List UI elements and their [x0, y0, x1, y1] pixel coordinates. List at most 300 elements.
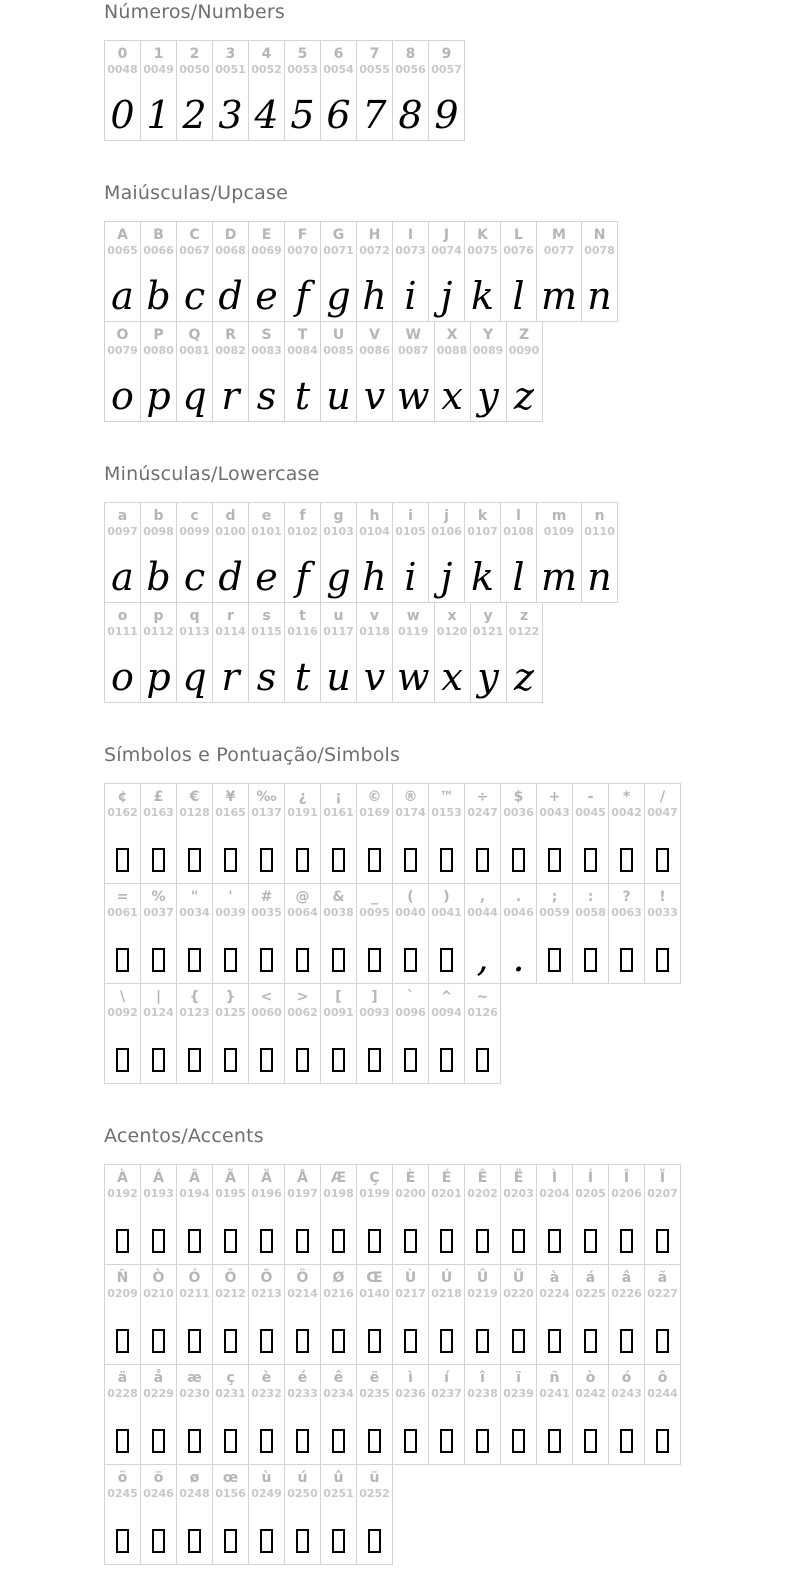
- glyph-preview: v: [363, 655, 386, 699]
- glyph-preview: [546, 819, 563, 877]
- character-label: Y: [482, 327, 494, 343]
- character-label: E: [261, 227, 272, 243]
- glyph-cell-0122: [506, 602, 543, 703]
- glyph-cell-0246: [140, 1464, 177, 1565]
- character-decimal-code: 0076: [503, 244, 534, 257]
- notdef-tofu-box-icon: [476, 1048, 489, 1072]
- character-label: u: [333, 608, 344, 624]
- glyph-preview: [618, 1200, 635, 1258]
- notdef-tofu-box-icon: [548, 1429, 561, 1453]
- glyph-cell-0112: [140, 602, 177, 703]
- notdef-tofu-box-icon: [116, 1529, 129, 1553]
- character-decimal-code: 0231: [215, 1387, 246, 1400]
- glyph-cell-0058: [572, 883, 609, 984]
- notdef-tofu-box-icon: [332, 1529, 345, 1553]
- glyph-preview: [402, 1200, 419, 1258]
- character-decimal-code: 0216: [323, 1287, 354, 1300]
- character-decimal-code: 0169: [359, 806, 390, 819]
- notdef-tofu-box-icon: [620, 948, 633, 972]
- character-label: F: [297, 227, 308, 243]
- character-label: p: [153, 608, 164, 624]
- notdef-tofu-box-icon: [224, 1329, 237, 1353]
- glyph-cell-0046: [500, 883, 537, 984]
- character-decimal-code: 0192: [107, 1187, 138, 1200]
- character-label: A: [117, 227, 128, 243]
- glyph-preview: s: [256, 655, 277, 699]
- character-decimal-code: 0088: [436, 344, 468, 357]
- glyph-cell-0250: [284, 1464, 321, 1565]
- character-label: ê: [333, 1370, 344, 1386]
- character-decimal-code: 0047: [647, 806, 678, 819]
- notdef-tofu-box-icon: [116, 948, 129, 972]
- notdef-tofu-box-icon: [404, 948, 417, 972]
- notdef-tofu-box-icon: [332, 1329, 345, 1353]
- glyph-preview: [438, 1400, 455, 1458]
- glyph-cell-0226: [608, 1264, 645, 1365]
- character-label: j: [444, 508, 449, 524]
- character-decimal-code: 0234: [323, 1387, 354, 1400]
- glyph-preview: [402, 819, 419, 877]
- glyph-cell-0100: [212, 502, 249, 603]
- character-decimal-code: 0246: [143, 1487, 174, 1500]
- character-decimal-code: 0205: [575, 1187, 606, 1200]
- character-decimal-code: 0091: [323, 1006, 354, 1019]
- character-label: 1: [153, 46, 164, 62]
- notdef-tofu-box-icon: [620, 1229, 633, 1253]
- character-label: {: [189, 989, 200, 1005]
- glyph-preview: [186, 1019, 203, 1077]
- character-decimal-code: 0228: [107, 1387, 138, 1400]
- glyph-preview: [150, 1200, 167, 1258]
- character-label: ø: [189, 1470, 200, 1486]
- glyph-cell-0232: [248, 1364, 285, 1465]
- glyph-preview: o: [111, 655, 134, 699]
- glyph-cell-0169: [356, 783, 393, 884]
- notdef-tofu-box-icon: [188, 948, 201, 972]
- character-decimal-code: 0206: [611, 1187, 642, 1200]
- character-label: Ë: [513, 1170, 524, 1186]
- character-label: ù: [261, 1470, 272, 1486]
- glyph-preview: [510, 1400, 527, 1458]
- glyph-preview: [438, 819, 455, 877]
- notdef-tofu-box-icon: [260, 1048, 273, 1072]
- glyph-preview: [222, 1400, 239, 1458]
- glyph-preview: [654, 919, 671, 977]
- notdef-tofu-box-icon: [404, 1329, 417, 1353]
- character-label: _: [371, 889, 378, 905]
- glyph-preview: [330, 1500, 347, 1558]
- glyph-cell-0092: [104, 983, 141, 1084]
- glyph-row: [104, 40, 465, 141]
- glyph-cell-0086: [356, 321, 393, 422]
- character-decimal-code: 0089: [472, 344, 504, 357]
- character-label: J: [443, 227, 450, 243]
- character-decimal-code: 0065: [107, 244, 138, 257]
- glyph-cell-0110: [581, 502, 618, 603]
- character-label: (: [407, 889, 414, 905]
- glyph-cell-0065: [104, 221, 141, 322]
- character-decimal-code: 0199: [359, 1187, 390, 1200]
- glyph-cell-0069: [248, 221, 285, 322]
- glyph-cell-0041: [428, 883, 465, 984]
- character-label: ¿: [298, 789, 307, 805]
- glyph-cell-0220: [500, 1264, 537, 1365]
- character-label: R: [225, 327, 236, 343]
- character-decimal-code: 0056: [395, 63, 426, 76]
- glyph-preview: [222, 1200, 239, 1258]
- glyph-cell-0233: [284, 1364, 321, 1465]
- character-label: Ø: [332, 1270, 345, 1286]
- glyph-row: [104, 502, 618, 603]
- notdef-tofu-box-icon: [332, 1429, 345, 1453]
- glyph-preview: c: [183, 274, 206, 318]
- notdef-tofu-box-icon: [620, 848, 633, 872]
- notdef-tofu-box-icon: [476, 1229, 489, 1253]
- character-decimal-code: 0079: [107, 344, 138, 357]
- glyph-cell-0207: [644, 1164, 681, 1265]
- notdef-tofu-box-icon: [332, 1229, 345, 1253]
- character-decimal-code: 0200: [395, 1187, 426, 1200]
- character-decimal-code: 0219: [467, 1287, 498, 1300]
- notdef-tofu-box-icon: [260, 848, 273, 872]
- notdef-tofu-box-icon: [440, 948, 453, 972]
- glyph-preview: 4: [254, 93, 279, 137]
- glyph-preview: .: [512, 936, 525, 980]
- glyph-cell-0037: [140, 883, 177, 984]
- glyph-preview: f: [295, 274, 310, 318]
- glyph-cell-0231: [212, 1364, 249, 1465]
- character-decimal-code: 0225: [575, 1287, 606, 1300]
- character-decimal-code: 0082: [215, 344, 246, 357]
- character-label: T: [297, 327, 308, 343]
- character-decimal-code: 0235: [359, 1387, 390, 1400]
- character-label: È: [405, 1170, 416, 1186]
- glyph-preview: [186, 1500, 203, 1558]
- glyph-preview: [366, 1500, 383, 1558]
- character-decimal-code: 0229: [143, 1387, 174, 1400]
- character-label: Û: [476, 1270, 489, 1286]
- character-decimal-code: 0062: [287, 1006, 318, 1019]
- glyph-preview: [654, 819, 671, 877]
- character-label: m: [551, 508, 567, 524]
- glyph-cell-0161: [320, 783, 357, 884]
- character-label: Ó: [188, 1270, 201, 1286]
- glyph-preview: g: [326, 555, 351, 599]
- glyph-preview: w: [397, 655, 430, 699]
- glyph-preview: [150, 1500, 167, 1558]
- notdef-tofu-box-icon: [116, 1329, 129, 1353]
- character-label: Ê: [477, 1170, 488, 1186]
- character-label: g: [333, 508, 344, 524]
- character-label: å: [153, 1370, 164, 1386]
- glyph-cell-0234: [320, 1364, 357, 1465]
- glyph-cell-0055: [356, 40, 393, 141]
- glyph-cell-0042: [608, 783, 645, 884]
- character-decimal-code: 0066: [143, 244, 174, 257]
- character-label: ä: [117, 1370, 128, 1386]
- character-label: &: [332, 889, 345, 905]
- character-label: D: [224, 227, 237, 243]
- section-title-uppercase: Maiúsculas/Upcase: [104, 182, 289, 204]
- notdef-tofu-box-icon: [224, 1529, 237, 1553]
- character-label: w: [406, 608, 420, 624]
- character-decimal-code: 0120: [436, 625, 468, 638]
- character-label: v: [369, 608, 380, 624]
- character-label: Ô: [224, 1270, 237, 1286]
- character-label: z: [519, 608, 529, 624]
- section-title-numbers: Números/Numbers: [104, 1, 285, 23]
- character-decimal-code: 0044: [467, 906, 498, 919]
- character-label: B: [153, 227, 164, 243]
- character-decimal-code: 0165: [215, 806, 246, 819]
- character-label: é: [297, 1370, 308, 1386]
- character-decimal-code: 0194: [179, 1187, 210, 1200]
- glyph-cell-0128: [176, 783, 213, 884]
- glyph-cell-0196: [248, 1164, 285, 1265]
- glyph-preview: [150, 919, 167, 977]
- glyph-cell-0033: [644, 883, 681, 984]
- glyph-preview: [186, 1200, 203, 1258]
- notdef-tofu-box-icon: [548, 1329, 561, 1353]
- character-decimal-code: 0161: [323, 806, 354, 819]
- glyph-cell-0252: [356, 1464, 393, 1565]
- character-decimal-code: 0042: [611, 806, 642, 819]
- glyph-preview: [654, 1200, 671, 1258]
- glyph-cell-0054: [320, 40, 357, 141]
- glyph-cell-0071: [320, 221, 357, 322]
- character-decimal-code: 0121: [472, 625, 504, 638]
- character-decimal-code: 0108: [503, 525, 534, 538]
- character-label: q: [189, 608, 200, 624]
- character-decimal-code: 0242: [575, 1387, 606, 1400]
- character-label: #: [260, 889, 273, 905]
- notdef-tofu-box-icon: [116, 848, 129, 872]
- glyph-preview: [150, 1019, 167, 1077]
- glyph-preview: [330, 919, 347, 977]
- character-label: î: [480, 1370, 485, 1386]
- notdef-tofu-box-icon: [260, 1429, 273, 1453]
- glyph-preview: w: [397, 374, 430, 418]
- glyph-cell-0216: [320, 1264, 357, 1365]
- glyph-preview: [366, 1019, 383, 1077]
- notdef-tofu-box-icon: [260, 948, 273, 972]
- glyph-preview: x: [441, 655, 463, 699]
- glyph-preview: k: [470, 274, 495, 318]
- glyph-preview: [294, 1500, 311, 1558]
- glyph-cell-0113: [176, 602, 213, 703]
- character-label: x: [447, 608, 457, 624]
- character-label: G: [332, 227, 345, 243]
- glyph-preview: [618, 919, 635, 977]
- glyph-cell-0063: [608, 883, 645, 984]
- glyph-preview: [402, 1300, 419, 1358]
- character-label: 5: [297, 46, 308, 62]
- notdef-tofu-box-icon: [440, 1329, 453, 1353]
- character-decimal-code: 0244: [647, 1387, 678, 1400]
- notdef-tofu-box-icon: [512, 1429, 525, 1453]
- character-label: ": [190, 889, 199, 905]
- character-label: ™: [439, 789, 454, 805]
- glyph-preview: [186, 1300, 203, 1358]
- glyph-cell-0219: [464, 1264, 501, 1365]
- character-label: ^: [440, 989, 453, 1005]
- character-decimal-code: 0060: [251, 1006, 282, 1019]
- character-decimal-code: 0247: [467, 806, 498, 819]
- glyph-preview: d: [218, 274, 243, 318]
- glyph-cell-0121: [470, 602, 507, 703]
- character-decimal-code: 0252: [359, 1487, 390, 1500]
- glyph-row: [104, 1164, 681, 1265]
- character-label: Ï: [659, 1170, 666, 1186]
- glyph-preview: u: [326, 374, 351, 418]
- character-label: â: [621, 1270, 632, 1286]
- character-label: è: [261, 1370, 272, 1386]
- character-decimal-code: 0126: [467, 1006, 498, 1019]
- character-label: Ñ: [116, 1270, 129, 1286]
- character-label: K: [477, 227, 488, 243]
- glyph-cell-0091: [320, 983, 357, 1084]
- character-label: .: [515, 889, 522, 905]
- glyph-cell-0243: [608, 1364, 645, 1465]
- character-label: Í: [587, 1170, 594, 1186]
- character-decimal-code: 0039: [215, 906, 246, 919]
- character-label: a: [117, 508, 128, 524]
- notdef-tofu-box-icon: [368, 848, 381, 872]
- glyph-preview: p: [146, 655, 171, 699]
- character-decimal-code: 0213: [251, 1287, 282, 1300]
- character-decimal-code: 0212: [215, 1287, 246, 1300]
- character-decimal-code: 0191: [287, 806, 318, 819]
- notdef-tofu-box-icon: [224, 1229, 237, 1253]
- character-label: Æ: [330, 1170, 347, 1186]
- character-label: $: [513, 789, 524, 805]
- character-label: X: [446, 327, 458, 343]
- glyph-cell-0126: [464, 983, 501, 1084]
- character-label: }: [225, 989, 236, 1005]
- glyph-row: [104, 321, 543, 422]
- glyph-cell-0114: [212, 602, 249, 703]
- glyph-preview: [330, 1300, 347, 1358]
- glyph-cell-0191: [284, 783, 321, 884]
- glyph-cell-0072: [356, 221, 393, 322]
- notdef-tofu-box-icon: [224, 948, 237, 972]
- glyph-cell-0241: [536, 1364, 573, 1465]
- glyph-cell-0039: [212, 883, 249, 984]
- glyph-preview: l: [512, 555, 525, 599]
- glyph-cell-0034: [176, 883, 213, 984]
- glyph-row: [104, 602, 543, 703]
- notdef-tofu-box-icon: [404, 1048, 417, 1072]
- character-decimal-code: 0116: [287, 625, 318, 638]
- character-decimal-code: 0067: [179, 244, 210, 257]
- character-decimal-code: 0227: [647, 1287, 678, 1300]
- glyph-preview: g: [326, 274, 351, 318]
- character-decimal-code: 0230: [179, 1387, 210, 1400]
- glyph-cell-0062: [284, 983, 321, 1084]
- glyph-preview: 1: [146, 93, 171, 137]
- glyph-cell-0238: [464, 1364, 501, 1465]
- character-label: 8: [405, 46, 416, 62]
- glyph-preview: [654, 1300, 671, 1358]
- character-decimal-code: 0074: [431, 244, 462, 257]
- character-label: Ã: [225, 1170, 236, 1186]
- glyph-cell-0111: [104, 602, 141, 703]
- character-decimal-code: 0137: [251, 806, 282, 819]
- character-label: y: [483, 608, 493, 624]
- glyph-preview: a: [111, 274, 134, 318]
- notdef-tofu-box-icon: [512, 848, 525, 872]
- glyph-cell-0205: [572, 1164, 609, 1265]
- glyph-cell-0066: [140, 221, 177, 322]
- glyph-cell-0061: [104, 883, 141, 984]
- glyph-cell-0116: [284, 602, 321, 703]
- character-label: á: [585, 1270, 596, 1286]
- glyph-preview: [258, 1019, 275, 1077]
- character-decimal-code: 0069: [251, 244, 282, 257]
- glyph-cell-0202: [464, 1164, 501, 1265]
- glyph-preview: m: [541, 274, 578, 318]
- glyph-preview: [402, 1400, 419, 1458]
- character-label: s: [262, 608, 271, 624]
- glyph-cell-0200: [392, 1164, 429, 1265]
- glyph-cell-0095: [356, 883, 393, 984]
- glyph-preview: k: [470, 555, 495, 599]
- character-decimal-code: 0153: [431, 806, 462, 819]
- character-decimal-code: 0098: [143, 525, 174, 538]
- notdef-tofu-box-icon: [656, 1329, 669, 1353]
- character-label: 0: [117, 46, 128, 62]
- glyph-cell-0099: [176, 502, 213, 603]
- notdef-tofu-box-icon: [548, 1229, 561, 1253]
- character-decimal-code: 0112: [143, 625, 174, 638]
- character-label: >: [296, 989, 309, 1005]
- glyph-preview: [150, 1400, 167, 1458]
- character-label: €: [189, 789, 200, 805]
- notdef-tofu-box-icon: [152, 848, 165, 872]
- character-label: ®: [403, 789, 418, 805]
- character-label: d: [225, 508, 236, 524]
- character-label: ü: [369, 1470, 380, 1486]
- character-label: 9: [441, 46, 452, 62]
- character-decimal-code: 0101: [251, 525, 282, 538]
- notdef-tofu-box-icon: [116, 1429, 129, 1453]
- character-decimal-code: 0203: [503, 1187, 534, 1200]
- glyph-cell-0052: [248, 40, 285, 141]
- notdef-tofu-box-icon: [260, 1329, 273, 1353]
- glyph-cell-0043: [536, 783, 573, 884]
- glyph-row: [104, 1464, 393, 1565]
- character-decimal-code: 0109: [543, 525, 575, 538]
- glyph-preview: i: [404, 555, 417, 599]
- notdef-tofu-box-icon: [296, 948, 309, 972]
- glyph-cell-0060: [248, 983, 285, 1084]
- character-label: ò: [585, 1370, 596, 1386]
- notdef-tofu-box-icon: [368, 1229, 381, 1253]
- glyph-preview: c: [183, 555, 206, 599]
- glyph-cell-0082: [212, 321, 249, 422]
- character-label: ]: [371, 989, 378, 1005]
- character-decimal-code: 0249: [251, 1487, 282, 1500]
- character-decimal-code: 0083: [251, 344, 282, 357]
- character-label: W: [405, 327, 421, 343]
- character-label: I: [407, 227, 414, 243]
- character-decimal-code: 0214: [287, 1287, 318, 1300]
- glyph-preview: [510, 819, 527, 877]
- glyph-preview: 6: [326, 93, 351, 137]
- character-label: 4: [261, 46, 272, 62]
- character-label: ¢: [117, 789, 128, 805]
- character-label: œ: [222, 1470, 239, 1486]
